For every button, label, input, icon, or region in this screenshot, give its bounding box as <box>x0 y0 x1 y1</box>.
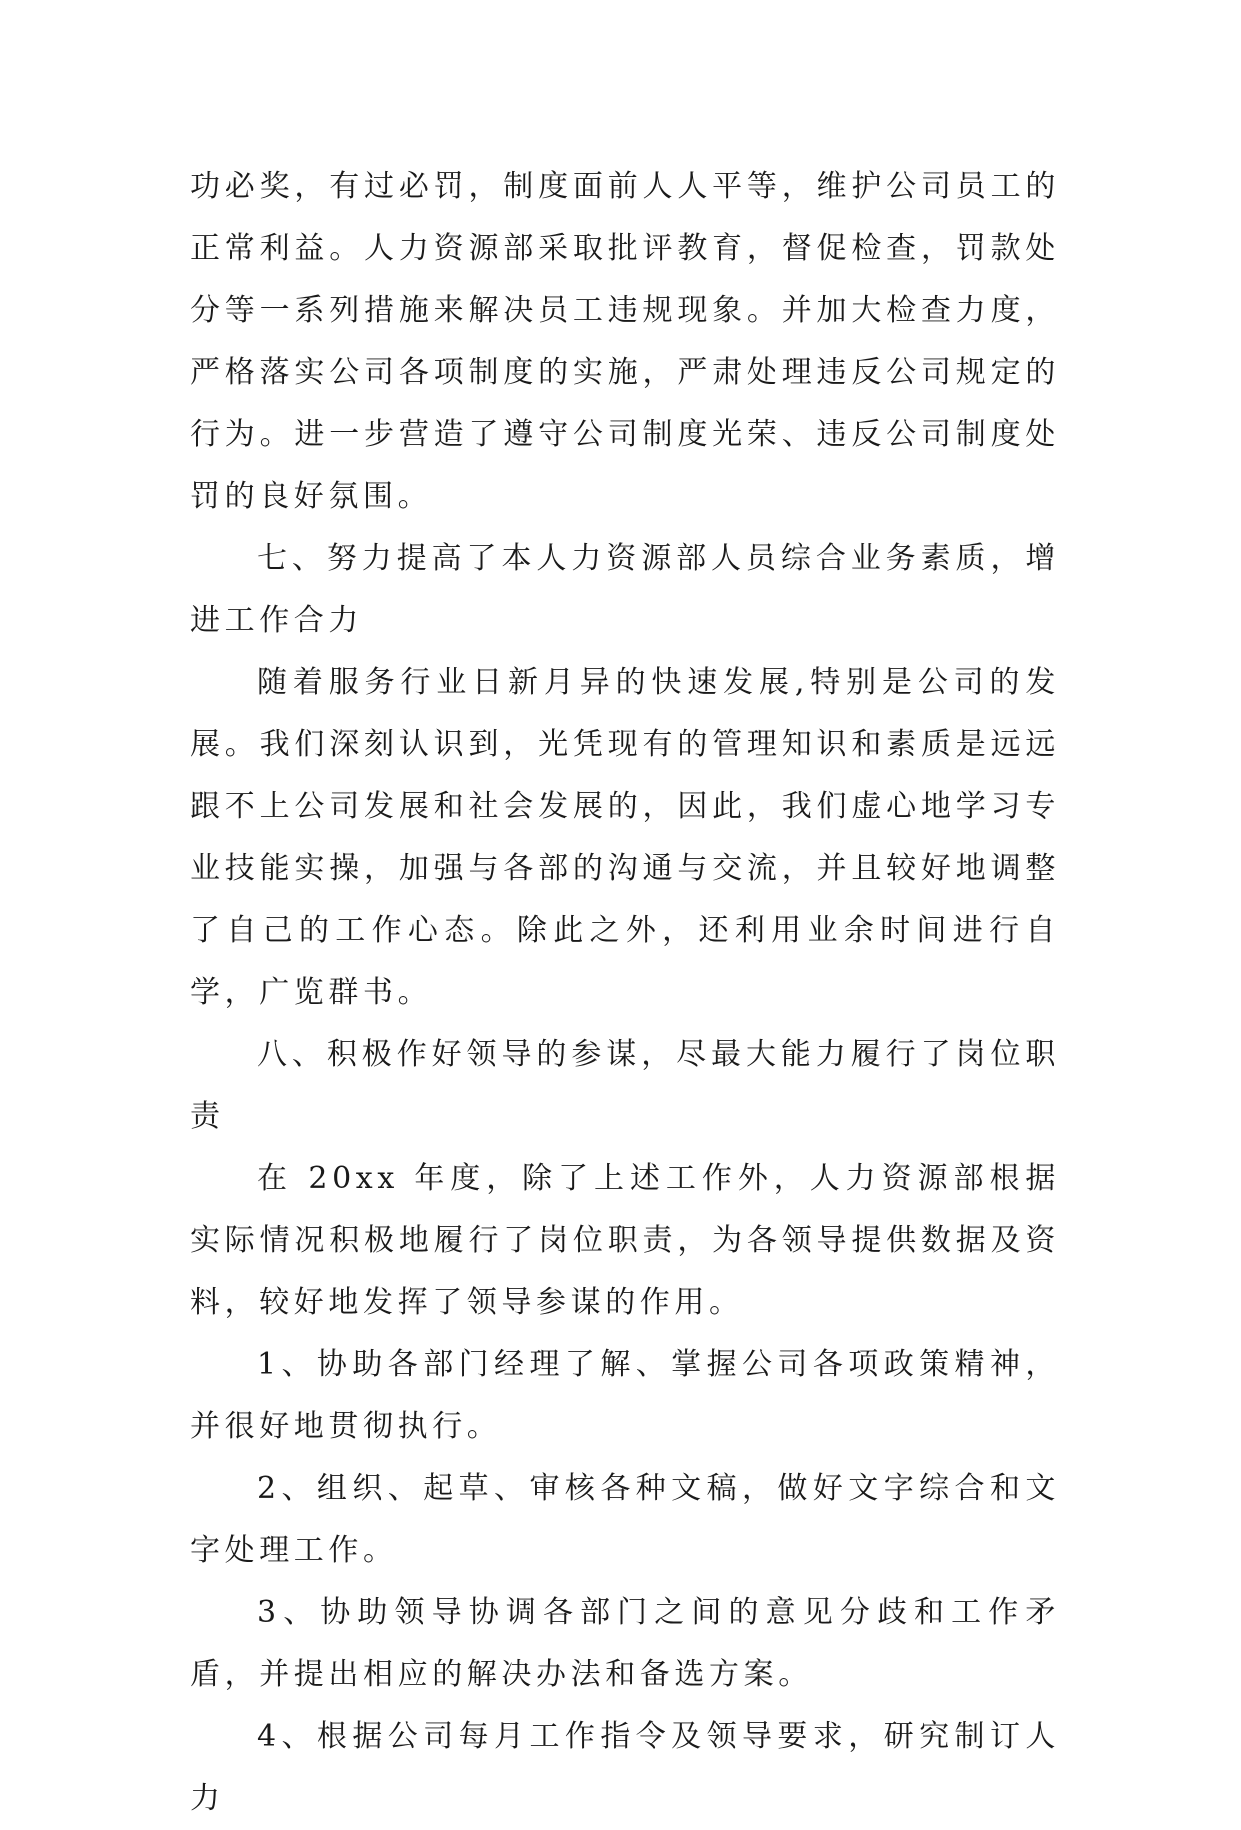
list-item-2: 2、组织、起草、审核各种文稿，做好文字综合和文字处理工作。 <box>190 1471 1060 1568</box>
paragraph-rewards-penalties: 功必奖，有过必罚，制度面前人人平等，维护公司员工的正常利益。人力资源部采取批评教育，督促检查，罚款处分等一系列措施来解决员工违规现象。并加大检查力度，严格落实公司各项制度的实施，严肃处理违反公司规定的行为。进一步营造了遵守公司制度光荣、违反公司制度处罚的良好氛围。 <box>190 169 1060 514</box>
list-item-4: 4、根据公司每月工作指令及领导要求，研究制订人力 <box>190 1719 1060 1816</box>
list-item-3: 3、协助领导协调各部门之间的意见分歧和工作矛盾，并提出相应的解决办法和备选方案。 <box>190 1595 1060 1692</box>
paragraph-annual-duties: 在 20xx 年度，除了上述工作外，人力资源部根据实际情况积极地履行了岗位职责，为各领导提供数据及资料，较好地发挥了领导参谋的作用。 <box>190 1161 1060 1320</box>
heading-section-seven: 七、努力提高了本人力资源部人员综合业务素质，增进工作合力 <box>190 541 1060 638</box>
document-page <box>190 156 1060 1830</box>
heading-section-eight: 八、积极作好领导的参谋，尽最大能力履行了岗位职责 <box>190 1037 1060 1134</box>
list-item-1: 1、协助各部门经理了解、掌握公司各项政策精神，并很好地贯彻执行。 <box>190 1347 1060 1444</box>
paragraph-self-improvement: 随着服务行业日新月异的快速发展,特别是公司的发展。我们深刻认识到，光凭现有的管理知识和素质是远远跟不上公司发展和社会发展的，因此，我们虚心地学习专业技能实操，加强与各部的沟通与交流，并且较好地调整了自己的工作心态。除此之外，还利用业余时间进行自学，广览群书。 <box>190 665 1060 1010</box>
